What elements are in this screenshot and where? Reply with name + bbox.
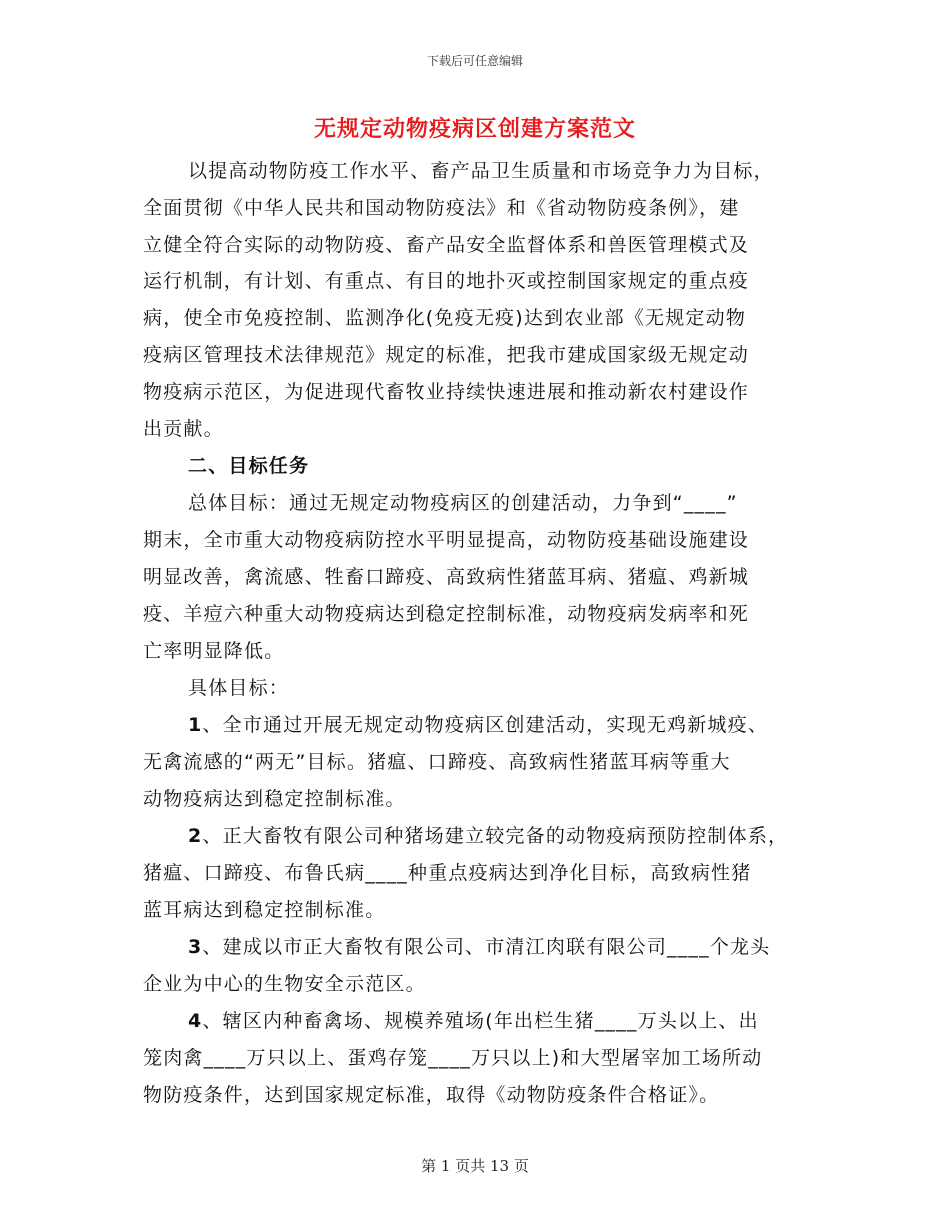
paragraph-line: 动物疫病达到稳定控制标准。 — [143, 788, 406, 810]
paragraph-line: 无禽流感的“两无”目标。猪瘟、口蹄疫、高致病性猪蓝耳病等重大 — [143, 751, 731, 773]
paragraph-line: 猪瘟、口蹄疫、布鲁氏病____种重点疫病达到净化目标，高致病性猪 — [143, 862, 752, 884]
paragraph-line: 笼肉禽____万只以上、蛋鸡存笼____万只以上)和大型屠宰加工场所动 — [143, 1047, 763, 1069]
paragraph-line: 期末，全市重大动物疫病防控水平明显提高，动物防疫基础设施建设 — [143, 529, 750, 551]
item-number: 3 — [188, 936, 203, 958]
paragraph-line: 具体目标： — [188, 677, 290, 699]
list-item-line — [188, 1007, 759, 1035]
paragraph-line: 亡率明显降低。 — [143, 640, 285, 662]
item-number: 2 — [188, 825, 203, 847]
section-heading: 二、目标任务 — [188, 455, 310, 477]
item-text: 、辖区内种畜禽场、规模养殖场(年出栏生猪____万头以上、出 — [202, 1010, 759, 1032]
paragraph-line: 企业为中心的生物安全示范区。 — [143, 973, 426, 995]
paragraph-line: 以提高动物防疫工作水平、畜产品卫生质量和市场竞争力为目标， — [188, 160, 774, 182]
item-text: 、正大畜牧有限公司种猪场建立较完备的动物疫病预防控制体系， — [202, 825, 789, 847]
item-text: 、全市通过开展无规定动物疫病区创建活动，实现无鸡新城疫、 — [202, 714, 769, 736]
paragraph-line: 病，使全市免疫控制、监测净化(免疫无疫)达到农业部《无规定动物 — [143, 307, 747, 329]
paragraph-line: 总体目标：通过无规定动物疫病区的创建活动，力争到“____” — [188, 492, 738, 514]
list-item-line — [188, 822, 788, 850]
paragraph-line: 出贡献。 — [143, 418, 224, 440]
item-number: 4 — [188, 1010, 203, 1032]
header-note: 下载后可任意编辑 — [426, 54, 523, 68]
paragraph-line: 物防疫条件，达到国家规定标准，取得《动物防疫条件合格证》。 — [143, 1084, 720, 1106]
list-item-line — [188, 711, 768, 739]
paragraph-line: 运行机制，有计划、有重点、有目的地扑灭或控制国家规定的重点疫 — [143, 270, 750, 292]
paragraph-line: 疫病区管理技术法律规范》规定的标准，把我市建成国家级无规定动 — [143, 344, 750, 366]
paragraph-line: 明显改善，禽流感、牲畜口蹄疫、高致病性猪蓝耳病、猪瘟、鸡新城 — [143, 566, 750, 588]
paragraph-line: 全面贯彻《中华人民共和国动物防疫法》和《省动物防疫条例》，建 — [143, 197, 740, 219]
list-item-line — [188, 933, 770, 961]
paragraph-line: 立健全符合实际的动物防疫、畜产品安全监督体系和兽医管理模式及 — [143, 234, 750, 256]
item-number: 1 — [188, 714, 203, 736]
page-footer: 第 1 页共 13 页 — [421, 1157, 529, 1175]
paragraph-line: 蓝耳病达到稳定控制标准。 — [143, 899, 386, 921]
document-title: 无规定动物疫病区创建方案范文 — [313, 117, 636, 142]
item-text: 、建成以市正大畜牧有限公司、市清江肉联有限公司____个龙头 — [202, 936, 771, 958]
paragraph-line: 疫、羊痘六种重大动物疫病达到稳定控制标准，动物疫病发病率和死 — [143, 603, 750, 625]
paragraph-line: 物疫病示范区，为促进现代畜牧业持续快速进展和推动新农村建设作 — [143, 381, 750, 403]
